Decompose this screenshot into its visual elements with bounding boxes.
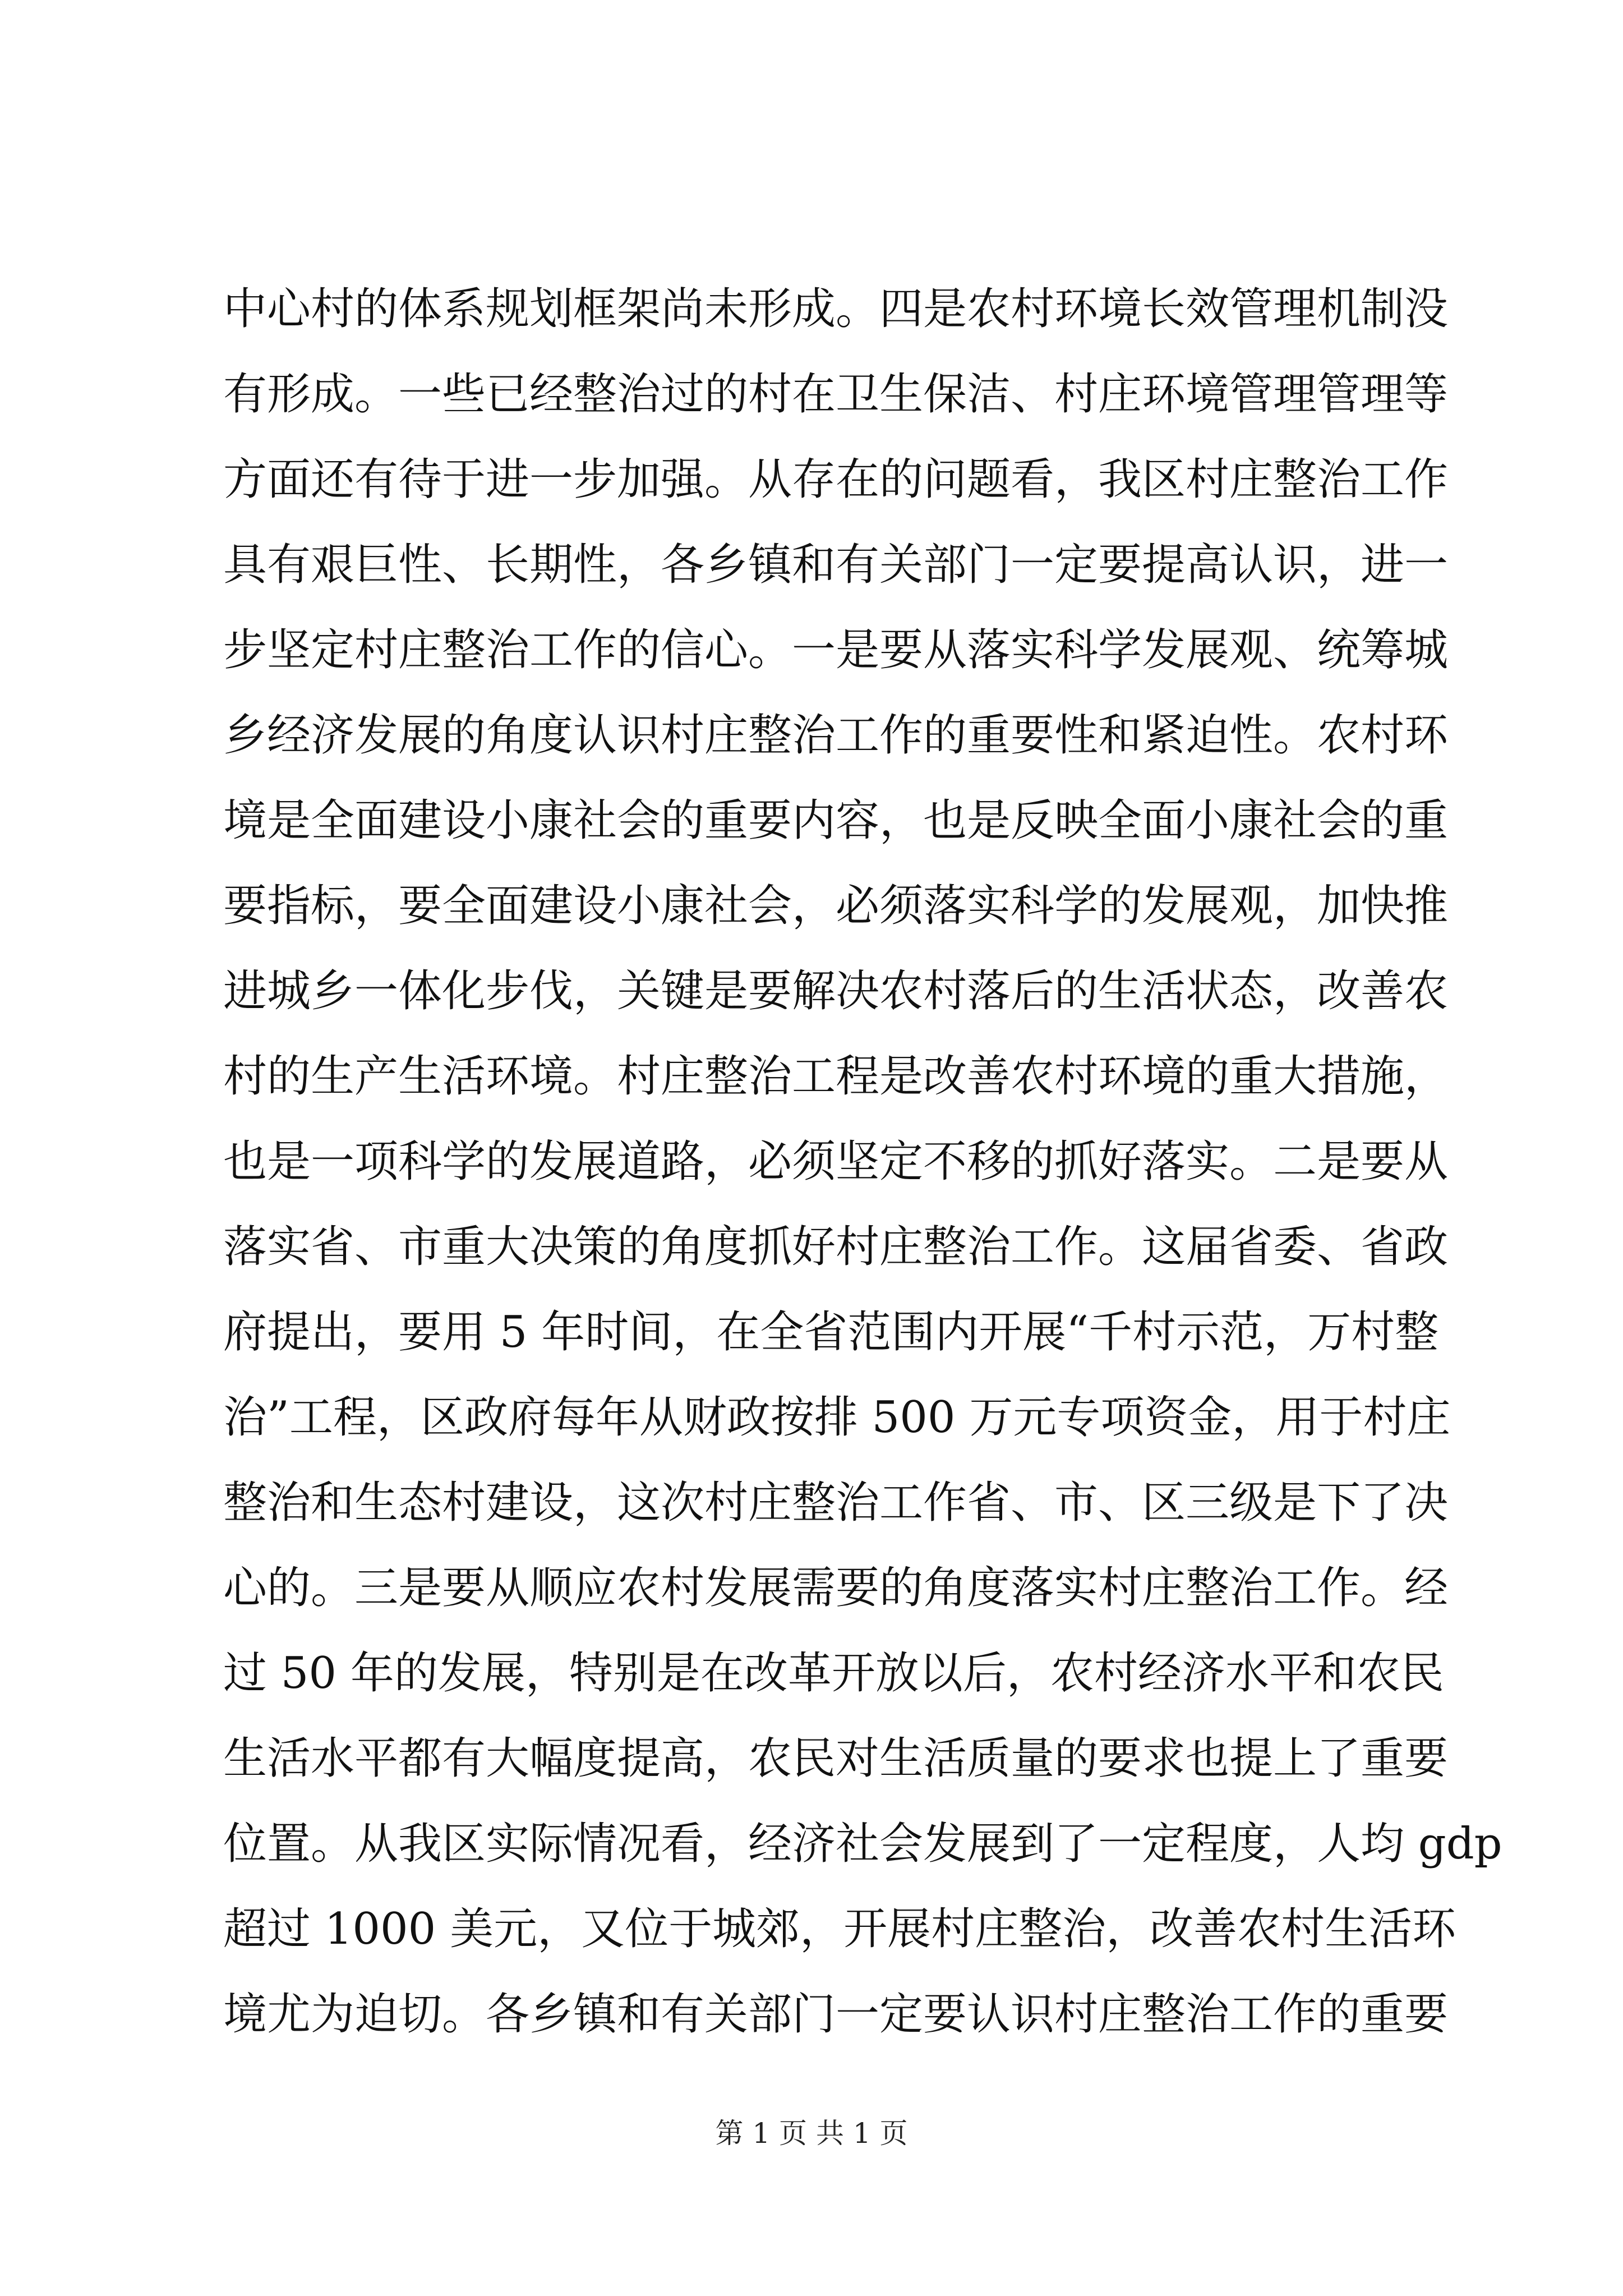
text-line: 生活水平都有大幅度提高，农民对生活质量的要求也提上了重要 [223, 1733, 1449, 1784]
text-line: 具有艰巨性、长期性，各乡镇和有关部门一定要提高认识，进一 [223, 540, 1449, 590]
text-line: 心的。三是要从顺应农村发展需要的角度落实村庄整治工作。经 [223, 1563, 1449, 1613]
text-line: 乡经济发展的角度认识村庄整治工作的重要性和紧迫性。农村环 [223, 710, 1449, 761]
text-line: 进城乡一体化步伐，关键是要解决农村落后的生活状态，改善农 [223, 966, 1449, 1016]
text-line: 中心村的体系规划框架尚未形成。四是农村环境长效管理机制没 [223, 284, 1449, 334]
text-line: 治”工程，区政府每年从财政按排 500 万元专项资金，用于村庄 [223, 1392, 1451, 1443]
text-line: 过 50 年的发展，特别是在改革开放以后，农村经济水平和农民 [223, 1648, 1444, 1699]
text-line: 落实省、市重大决策的角度抓好村庄整治工作。这届省委、省政 [223, 1222, 1449, 1272]
text-line: 方面还有待于进一步加强。从存在的问题看，我区村庄整治工作 [223, 454, 1449, 505]
body-text [223, 266, 1502, 2057]
text-line: 整治和生态村建设，这次村庄整治工作省、市、区三级是下了决 [223, 1478, 1449, 1528]
text-line: 要指标，要全面建设小康社会，必须落实科学的发展观，加快推 [223, 881, 1449, 931]
page-footer: 第 1 页 共 1 页 [715, 2117, 908, 2150]
text-line: 也是一项科学的发展道路，必须坚定不移的抓好落实。二是要从 [223, 1137, 1449, 1187]
text-line: 境尤为迫切。各乡镇和有关部门一定要认识村庄整治工作的重要 [223, 1989, 1449, 2040]
text-line: 有形成。一些已经整治过的村在卫生保洁、村庄环境管理管理等 [223, 369, 1449, 420]
text-line: 位置。从我区实际情况看，经济社会发展到了一定程度，人均 gdp [223, 1819, 1502, 1869]
text-line: 村的生产生活环境。村庄整治工程是改善农村环境的重大措施， [223, 1051, 1449, 1102]
text-line: 超过 1000 美元，又位于城郊，开展村庄整治，改善农村生活环 [223, 1904, 1456, 1954]
text-line: 府提出，要用 5 年时间，在全省范围内开展“千村示范，万村整 [223, 1307, 1439, 1358]
text-line: 步坚定村庄整治工作的信心。一是要从落实科学发展观、统筹城 [223, 625, 1449, 675]
text-line: 境是全面建设小康社会的重要内容，也是反映全面小康社会的重 [223, 795, 1449, 846]
